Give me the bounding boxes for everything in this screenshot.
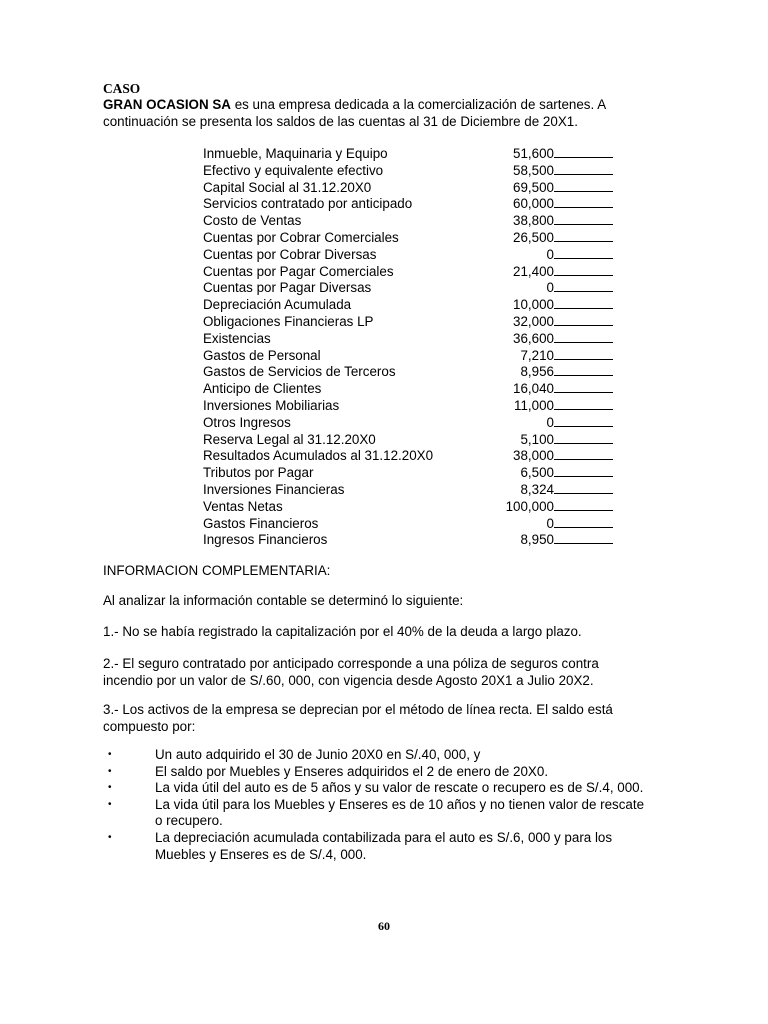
account-value: 0	[546, 414, 554, 430]
account-row	[203, 363, 623, 380]
account-value: 51,600	[513, 146, 554, 161]
answer-blank-line	[554, 195, 613, 208]
bullet-item	[103, 797, 663, 830]
account-row	[203, 515, 623, 532]
account-name: Ingresos Financieros	[203, 532, 328, 548]
account-value: 36,600	[513, 330, 554, 346]
answer-blank-line	[554, 279, 613, 292]
account-row	[203, 347, 623, 364]
account-value: 0	[546, 515, 554, 531]
answer-blank-line	[554, 330, 613, 343]
bullet-item	[103, 764, 663, 781]
answer-blank-line	[554, 481, 613, 494]
bullet-icon: •	[108, 765, 112, 777]
account-name: Inversiones Financieras	[203, 481, 345, 497]
answer-blank-line	[554, 263, 613, 276]
account-name: Ventas Netas	[203, 498, 283, 514]
account-name: Anticipo de Clientes	[203, 381, 322, 397]
page-number: 60	[378, 919, 390, 933]
account-name: Reserva Legal al 31.12.20X0	[203, 431, 376, 447]
intro-text-line1: es una empresa dedicada a la comercialización de sartenes. A	[230, 97, 607, 112]
account-name: Cuentas por Cobrar Diversas	[203, 246, 377, 262]
account-row	[203, 313, 623, 330]
account-name: Tributos por Pagar	[203, 465, 314, 481]
bullet-item	[103, 747, 663, 764]
account-name: Cuentas por Cobrar Comerciales	[203, 229, 399, 245]
account-value: 100,000	[505, 498, 554, 514]
account-value: 26,500	[513, 229, 554, 245]
answer-blank-line	[554, 515, 613, 528]
point-3	[103, 702, 663, 735]
account-value: 60,000	[513, 196, 554, 212]
depreciation-bullets	[103, 747, 663, 863]
account-row	[203, 162, 623, 179]
bullet-icon: •	[108, 831, 112, 843]
account-row	[203, 464, 623, 481]
point-1: 1.- No se había registrado la capitalización por el 40% de la deuda a largo plazo.	[103, 624, 582, 639]
account-name: Inmueble, Maquinaria y Equipo	[203, 146, 388, 161]
point-3-line1: 3.- Los activos de la empresa se deprecian por el método de línea recta. El saldo está	[103, 702, 613, 717]
answer-blank-line	[554, 380, 613, 393]
account-name: Otros Ingresos	[203, 414, 291, 430]
point-2	[103, 656, 663, 689]
analysis-intro: Al analizar la información contable se determinó lo siguiente:	[103, 593, 464, 608]
answer-blank-line	[554, 498, 613, 511]
point-3-line2: compuesto por:	[103, 718, 196, 734]
account-value: 38,800	[513, 213, 554, 229]
point-2-line2: incendio por un valor de S/.60, 000, con vigencia desde Agosto 20X1 a Julio 20X2.	[103, 672, 594, 688]
account-name: Efectivo y equivalente efectivo	[203, 162, 384, 178]
bullet-text: Un auto adquirido el 30 de Junio 20X0 en S/.40, 000, y	[155, 747, 481, 762]
account-row	[203, 195, 623, 212]
account-value: 58,500	[513, 162, 554, 178]
account-row	[203, 229, 623, 246]
bullet-item	[103, 830, 663, 863]
account-row	[203, 145, 623, 162]
account-row	[203, 498, 623, 515]
bullet-text: La depreciación acumulada contabilizada para el auto es S/.6, 000 y para los Muebles y Enseres es de S/.4, 000.	[155, 829, 613, 862]
account-name: Existencias	[203, 330, 271, 346]
answer-blank-line	[554, 296, 613, 309]
intro-text-line2: continuación se presenta los saldos de las cuentas al 31 de Diciembre de 20X1.	[103, 113, 578, 129]
account-value: 8,324	[520, 481, 554, 497]
answer-blank-line	[554, 431, 613, 444]
account-name: Obligaciones Financieras LP	[203, 313, 374, 329]
answer-blank-line	[554, 229, 613, 242]
bullet-icon: •	[108, 782, 112, 794]
answer-blank-line	[554, 531, 613, 544]
account-row	[203, 279, 623, 296]
account-row	[203, 179, 623, 196]
account-name: Resultados Acumulados al 31.12.20X0	[203, 448, 434, 464]
account-name: Inversiones Mobiliarias	[203, 397, 340, 413]
account-name: Gastos de Servicios de Terceros	[203, 364, 396, 380]
account-value: 38,000	[513, 448, 554, 464]
company-name: GRAN OCASION SA	[103, 97, 231, 112]
answer-blank-line	[554, 246, 613, 259]
account-row	[203, 296, 623, 313]
account-value: 7,210	[520, 347, 554, 363]
bullet-text: La vida útil para los Muebles y Enseres es de 10 años y no tienen valor de rescate o recupero.	[155, 796, 645, 829]
account-value: 32,000	[513, 313, 554, 329]
account-row	[203, 246, 623, 263]
account-row	[203, 330, 623, 347]
answer-blank-line	[554, 179, 613, 192]
info-heading: INFORMACION COMPLEMENTARIA:	[103, 563, 331, 578]
account-value: 10,000	[513, 297, 554, 313]
account-row	[203, 447, 623, 464]
account-name: Capital Social al 31.12.20X0	[203, 179, 372, 195]
accounts-list	[203, 145, 623, 548]
account-name: Costo de Ventas	[203, 213, 302, 229]
answer-blank-line	[554, 347, 613, 360]
account-name: Cuentas por Pagar Diversas	[203, 280, 372, 296]
account-value: 21,400	[513, 263, 554, 279]
account-value: 0	[546, 246, 554, 262]
account-name: Servicios contratado por anticipado	[203, 196, 413, 212]
bullet-icon: •	[108, 798, 112, 810]
account-value: 11,000	[514, 397, 554, 413]
account-value: 0	[546, 280, 554, 296]
answer-blank-line	[554, 145, 613, 158]
account-name: Gastos Financieros	[203, 515, 319, 531]
answer-blank-line	[554, 447, 613, 460]
bullet-icon: •	[108, 749, 112, 760]
intro-paragraph	[103, 97, 663, 130]
account-row	[203, 212, 623, 229]
account-name: Depreciación Acumulada	[203, 297, 352, 313]
account-row	[203, 531, 623, 548]
answer-blank-line	[554, 212, 613, 225]
answer-blank-line	[554, 414, 613, 427]
account-row	[203, 431, 623, 448]
account-name: Cuentas por Pagar Comerciales	[203, 263, 394, 279]
case-title: CASO	[103, 81, 141, 96]
account-value: 16,040	[513, 381, 554, 397]
bullet-text: El saldo por Muebles y Enseres adquiridos el 2 de enero de 20X0.	[155, 763, 549, 779]
account-row	[203, 397, 623, 414]
account-value: 5,100	[520, 431, 554, 447]
bullet-text: La vida útil del auto es de 5 años y su valor de rescate o recupero es de S/.4, 000.	[155, 780, 644, 796]
account-value: 6,500	[520, 465, 554, 481]
account-row	[203, 263, 623, 280]
answer-blank-line	[554, 363, 613, 376]
bullet-item	[103, 780, 663, 797]
answer-blank-line	[554, 162, 613, 175]
account-row	[203, 481, 623, 498]
account-row	[203, 380, 623, 397]
answer-blank-line	[554, 464, 613, 477]
answer-blank-line	[554, 313, 613, 326]
account-value: 8,956	[520, 364, 554, 380]
answer-blank-line	[554, 397, 613, 410]
account-row	[203, 414, 623, 431]
account-value: 8,950	[520, 532, 554, 548]
account-name: Gastos de Personal	[203, 347, 321, 363]
point-2-line1: 2.- El seguro contratado por anticipado corresponde a una póliza de seguros contra	[103, 656, 599, 671]
account-value: 69,500	[513, 179, 554, 195]
